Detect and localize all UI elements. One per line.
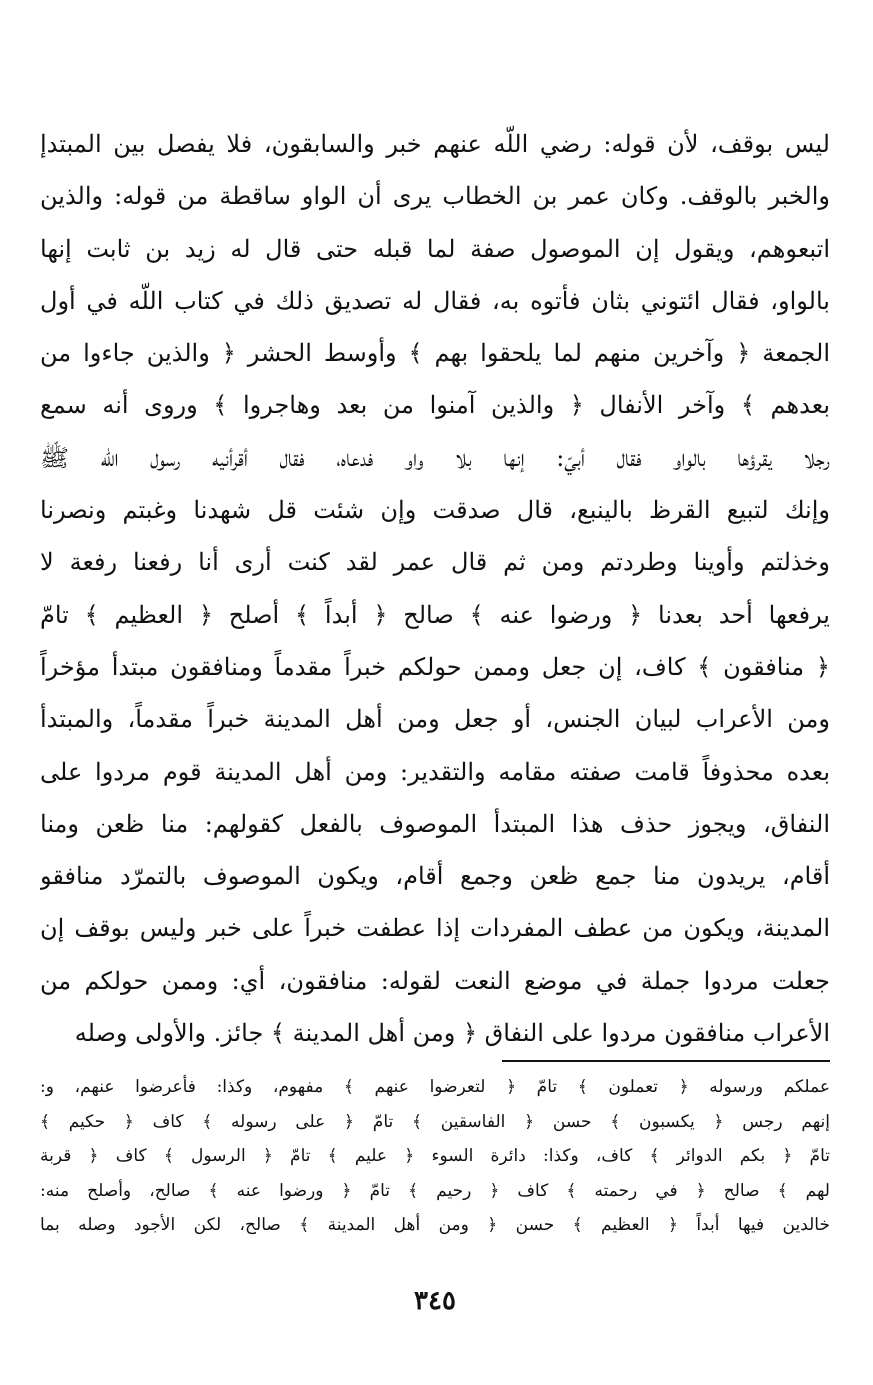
- footnotes-block: [40, 1070, 830, 1243]
- footnote-line: تامّ ﴿ بكم الدوائر ﴾ كاف، وكذا: دائرة السوء ﴿ عليم ﴾ تامّ ﴿ الرسول ﴾ كاف ﴿ قربة: [40, 1146, 830, 1166]
- text-line: يرفعها أحد بعدنا ﴿ ورضوا عنه ﴾ صالح ﴿ أبداً ﴾ أصلح ﴿ العظيم ﴾ تامّ: [40, 600, 830, 629]
- text-line: ليس بوقف، لأن قوله: رضي اللّه عنهم خبر والسابقون، فلا يفصل بين المبتدإ: [40, 130, 830, 158]
- main-text-block: [40, 118, 830, 1059]
- text-line: النفاق، ويجوز حذف هذا المبتدأ الموصوف بالفعل كقولهم: منا ظعن ومنا: [40, 809, 830, 838]
- page-number: ٣٤٥: [414, 1286, 456, 1316]
- footnote-line: خالدين فيها أبداً ﴿ العظيم ﴾ حسن ﴿ ومن أهل المدينة ﴾ صالح، لكن الأجود وصله بما: [40, 1215, 830, 1235]
- text-line: بالواو، فقال ائتوني بثان فأتوه به، فقال له تصديق ذلك في كتاب اللّه في أول: [40, 286, 830, 315]
- text-line: المدينة، ويكون من عطف المفردات إذا عطفت خبراً على خبر وليس بوقف إن: [40, 914, 830, 943]
- footnote-line: عملكم ورسوله ﴿ تعملون ﴾ تامّ ﴿ لتعرضوا عنهم ﴾ مفهوم، وكذا: فأعرضوا عنهم، و:: [40, 1077, 830, 1097]
- text-line: وخذلتم وأوينا وطردتم ومن ثم قال عمر لقد كنت أرى أنا رفعنا رفعة لا: [40, 548, 830, 577]
- text-line: وإنك لتبيع القرظ بالينبع، قال صدقت وإن شئت قل شهدنا وغبتم ونصرنا: [40, 496, 830, 525]
- text-line: أقام، يريدون منا جمع ظعن وجمع أقام، ويكون الموصوف بالتمرّد منافقو: [40, 862, 830, 891]
- text-line: الأعراب منافقون مردوا على النفاق ﴿ ومن أهل المدينة ﴾ جائز. والأولى وصله: [74, 1019, 830, 1048]
- footnote-line: إنهم رجس ﴿ يكسبون ﴾ حسن ﴿ الفاسقين ﴾ تامّ ﴿ على رسوله ﴾ كاف ﴿ حكيم ﴾: [40, 1111, 830, 1132]
- text-line: بعدهم ﴾ وآخر الأنفال ﴿ والذين آمنوا من بعد وهاجروا ﴾ وروى أنه سمع: [40, 391, 830, 420]
- footnote-line: لهم ﴾ صالح ﴿ في رحمته ﴾ كاف ﴿ رحيم ﴾ تامّ ﴿ ورضوا عنه ﴾ صالح، وأصلح منه:: [40, 1180, 830, 1201]
- text-line: ﴿ منافقون ﴾ كاف، إن جعل وممن حولكم خبراً مقدماً ومنافقون مبتدأ مؤخراً: [40, 652, 830, 681]
- text-line: والخبر بالوقف. وكان عمر بن الخطاب يرى أن الواو ساقطة من قوله: والذين: [40, 182, 830, 211]
- text-line: جعلت مردوا جملة في موضع النعت لقوله: منافقون، أي: وممن حولكم من: [40, 966, 830, 995]
- text-line: الجمعة ﴿ وآخرين منهم لما يلحقوا بهم ﴾ وأوسط الحشر ﴿ والذين جاءوا من: [40, 339, 830, 368]
- text-line: رجلا يقرؤها بالواو فقال أبيّ: إنها بلا واو فدعاه، فقال أقرأنيه رسول اللّه ﷺ: [40, 443, 830, 472]
- footnote-separator: [502, 1060, 830, 1062]
- text-line: ومن الأعراب لبيان الجنس، أو جعل ومن أهل المدينة خبراً مقدماً، والمبتدأ: [40, 705, 830, 734]
- text-line: بعده محذوفاً قامت صفته مقامه والتقدير: ومن أهل المدينة قوم مردوا على: [40, 757, 830, 786]
- book-page: [40, 118, 830, 1378]
- text-line: اتبعوهم، ويقول إن الموصول صفة لما قبله حتى قال له زيد بن ثابت إنها: [40, 234, 830, 263]
